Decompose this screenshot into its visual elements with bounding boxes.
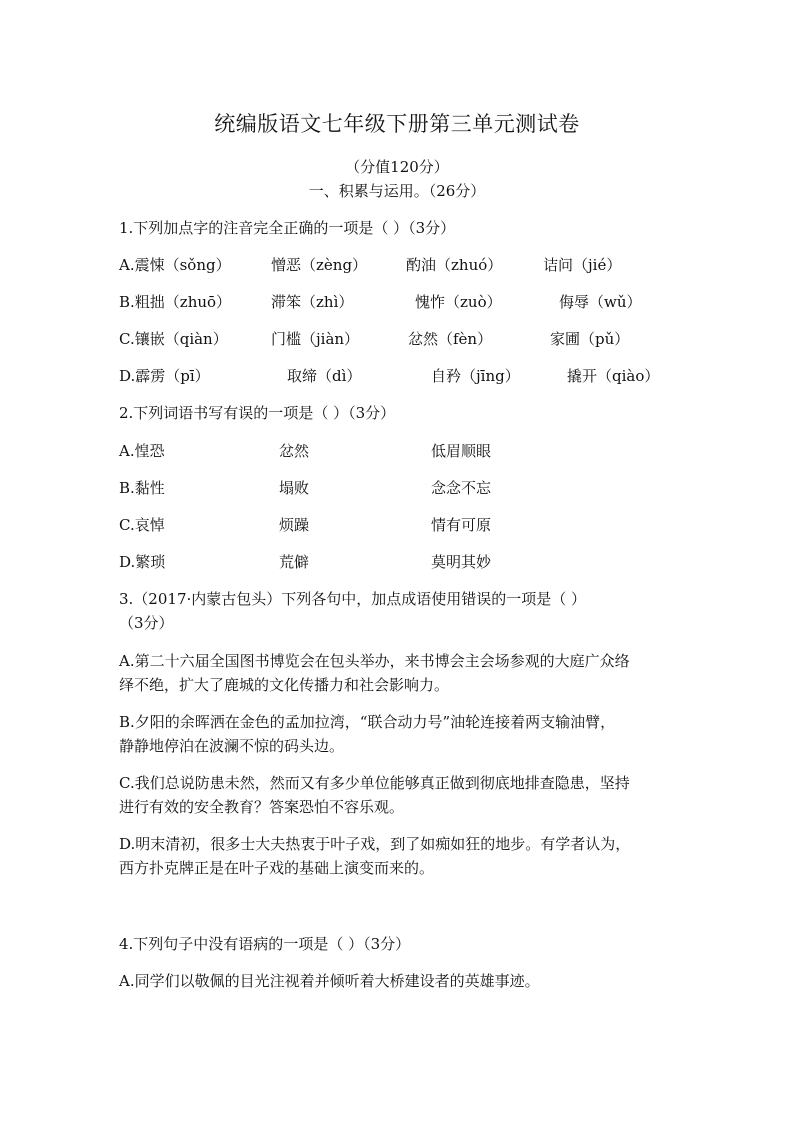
- section-heading: 一、积累与运用。（26分）: [308, 182, 486, 200]
- option-cell: 忿然: [279, 442, 310, 460]
- question-1-stem: 1.下列加点字的注音完全正确的一项是（ ）（3分）: [119, 219, 456, 237]
- option-cell: 塌败: [279, 479, 310, 497]
- question-3-option-d: [119, 832, 667, 880]
- question-3-option-c: [119, 771, 667, 819]
- option-cell: D.繁琐: [119, 553, 166, 571]
- question-1-option-b: [119, 291, 679, 313]
- option-line: 静静地停泊在波澜不惊的码头边。: [119, 737, 345, 755]
- option-cell: 门槛（jiàn）: [271, 330, 360, 348]
- option-line: 绎不绝，扩大了鹿城的文化传播力和社会影响力。: [119, 676, 450, 694]
- option-cell: 低眉顺眼: [431, 442, 492, 460]
- question-4-option-a: A.同学们以敬佩的目光注视着并倾听着大桥建设者的英雄事迹。: [119, 972, 540, 990]
- option-cell: A.震悚（sǒng）: [119, 256, 231, 274]
- question-2-option-c: [119, 514, 679, 536]
- option-cell: 取缔（dì）: [287, 367, 362, 385]
- option-cell: 诘问（jié）: [543, 256, 622, 274]
- option-line: 西方扑克牌正是在叶子戏的基础上演变而来的。: [119, 859, 435, 877]
- question-1-option-c: [119, 328, 679, 350]
- question-2-stem: 2.下列词语书写有误的一项是（ ）（3分）: [119, 404, 396, 422]
- option-cell: 荒僻: [279, 553, 310, 571]
- question-1-option-d: [119, 365, 679, 387]
- option-line: 进行有效的安全教育？答案恐怕不容乐观。: [119, 798, 405, 816]
- option-cell: 家圃（pǔ）: [550, 330, 630, 348]
- score-total: （分值120分）: [345, 158, 449, 176]
- question-2-option-a: [119, 440, 679, 462]
- question-2-option-b: [119, 477, 679, 499]
- question-1-option-a: [119, 254, 679, 276]
- option-cell: 自矜（jīng）: [431, 367, 520, 385]
- question-4-stem: 4.下列句子中没有语病的一项是（ ）（3分）: [119, 935, 411, 953]
- option-cell: C.镶嵌（qiàn）: [119, 330, 228, 348]
- option-cell: 烦躁: [279, 516, 310, 534]
- option-line: D.明末清初，很多士大夫热衷于叶子戏，到了如痴如狂的地步。有学者认为，: [119, 835, 631, 853]
- question-3-option-a: [119, 649, 667, 697]
- option-cell: 憎恶（zèng）: [271, 256, 368, 274]
- option-cell: A.惶恐: [119, 442, 165, 460]
- option-cell: B.粗拙（zhuō）: [119, 293, 232, 311]
- option-cell: B.黏性: [119, 479, 165, 497]
- question-3-stem: 3.（2017·内蒙古包头）下列各句中，加点成语使用错误的一项是（ ）: [119, 590, 587, 608]
- option-cell: 莫明其妙: [431, 553, 492, 571]
- option-cell: 愧怍（zuò）: [415, 293, 502, 311]
- option-cell: 滞笨（zhì）: [271, 293, 354, 311]
- question-2-option-d: [119, 551, 679, 573]
- option-cell: 念念不忘: [431, 479, 492, 497]
- option-cell: 酌油（zhuó）: [406, 256, 503, 274]
- option-line: C.我们总说防患未然，然而又有多少单位能够真正做到彻底地排查隐患，坚持: [119, 774, 630, 792]
- option-cell: 情有可原: [431, 516, 492, 534]
- option-cell: 侮辱（wǔ）: [559, 293, 642, 311]
- option-line: A.第二十六届全国图书博览会在包头举办，来书博会主会场参观的大庭广众络: [119, 652, 630, 670]
- option-cell: 撬开（qiào）: [567, 367, 660, 385]
- question-3-score: （3分）: [119, 614, 174, 632]
- option-cell: C.哀悼: [119, 516, 165, 534]
- question-3-option-b: [119, 710, 667, 758]
- option-cell: 忿然（fèn）: [408, 330, 493, 348]
- option-cell: D.霹雳（pī）: [119, 367, 210, 385]
- exam-title: 统编版语文七年级下册第三单元测试卷: [214, 112, 580, 136]
- option-line: B.夕阳的余晖洒在金色的孟加拉湾，“联合动力号”油轮连接着两支输油臂，: [119, 713, 616, 731]
